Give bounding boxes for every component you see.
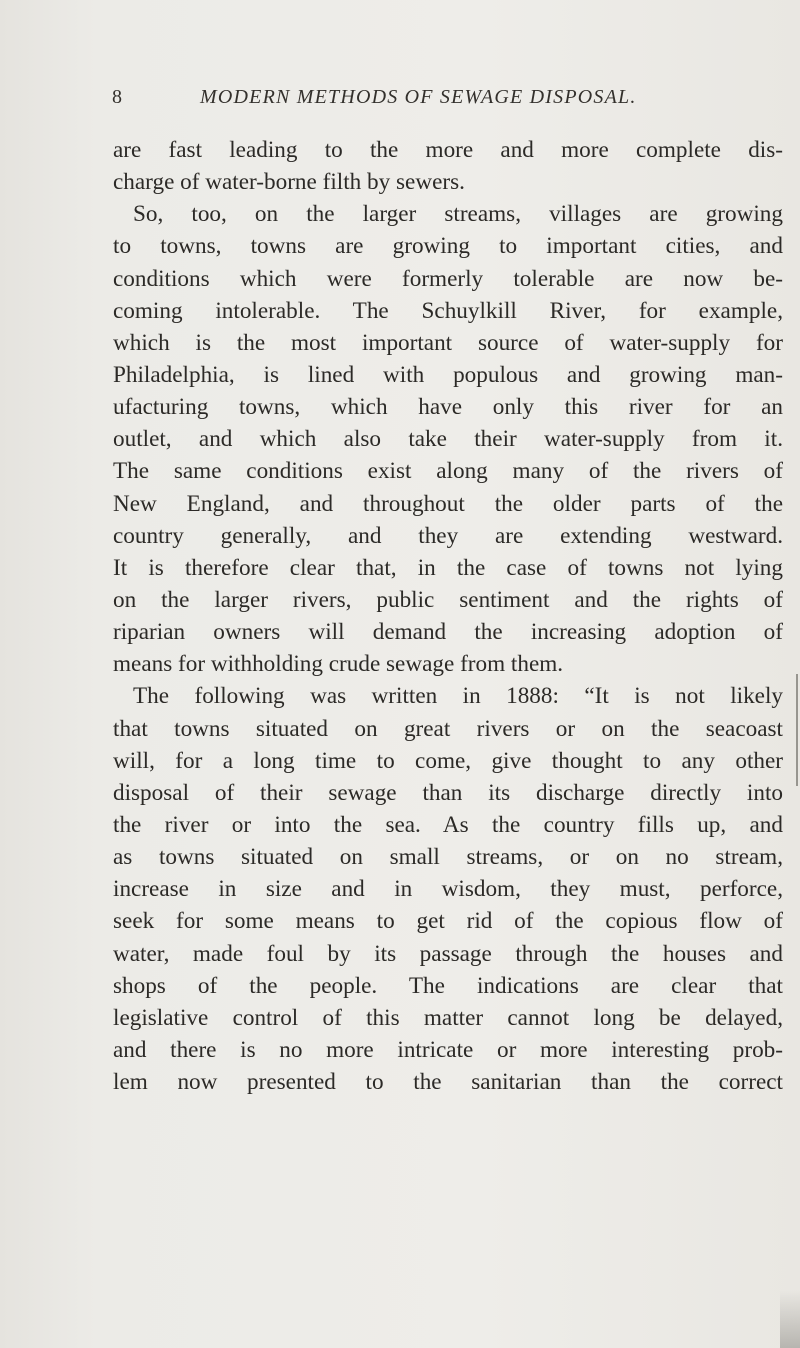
text-line: increase in size and in wisdom, they must, perforce, (113, 876, 783, 903)
text-line: on the larger rivers, public sentiment and the rights of (113, 586, 783, 613)
text-line: riparian owners will demand the increasing adoption of (113, 619, 783, 646)
text-line: to towns, towns are growing to important cities, and (113, 233, 783, 260)
text-line: which is the most important source of water-supply for (113, 329, 783, 356)
text-line: the river or into the sea. As the country fills up, and (113, 811, 783, 838)
text-line: disposal of their sewage than its discharge directly into (113, 779, 783, 806)
text-line: charge of water-borne filth by sewers. (113, 169, 465, 196)
page-header (112, 86, 712, 116)
text-line: The same conditions exist along many of the rivers of (113, 458, 783, 485)
text-line: coming intolerable. The Schuylkill River, for example, (113, 297, 783, 324)
paragraph-start-line: So, too, on the larger streams, villages are growing (133, 201, 783, 228)
page-edge-shadow (796, 674, 798, 786)
text-line: are fast leading to the more and more complete dis- (113, 137, 783, 163)
text-line: It is therefore clear that, in the case of towns not lying (113, 554, 783, 581)
text-line: outlet, and which also take their water-supply from it. (113, 426, 783, 453)
text-line: water, made foul by its passage through the houses and (113, 940, 783, 967)
text-line: means for withholding crude sewage from them. (113, 651, 564, 678)
page-number: 8 (112, 86, 124, 108)
text-line: as towns situated on small streams, or on no stream, (113, 844, 783, 871)
text-line: conditions which were formerly tolerable are now be- (113, 265, 783, 292)
text-line: country generally, and they are extending westward. (113, 522, 783, 549)
body-text (113, 134, 783, 1098)
text-line: Philadelphia, is lined with populous and growing man- (113, 361, 783, 388)
text-line: shops of the people. The indications are clear that (113, 972, 783, 999)
text-line: legislative control of this matter cannot long be delayed, (113, 1004, 783, 1031)
running-head: MODERN METHODS OF SEWAGE DISPOSAL. (200, 86, 637, 108)
paragraph-start-line: The following was written in 1888: “It is not likely (133, 683, 783, 710)
page-corner-shadow (780, 1290, 800, 1348)
text-line: lem now presented to the sanitarian than the correct (113, 1069, 783, 1096)
text-line: ufacturing towns, which have only this river for an (113, 394, 783, 421)
text-line: that towns situated on great rivers or on the seacoast (113, 715, 783, 742)
text-line: seek for some means to get rid of the copious flow of (113, 908, 783, 935)
text-line: will, for a long time to come, give thought to any other (113, 747, 783, 774)
text-line: New England, and throughout the older parts of the (113, 490, 783, 517)
text-line: and there is no more intricate or more interesting prob- (113, 1036, 783, 1063)
